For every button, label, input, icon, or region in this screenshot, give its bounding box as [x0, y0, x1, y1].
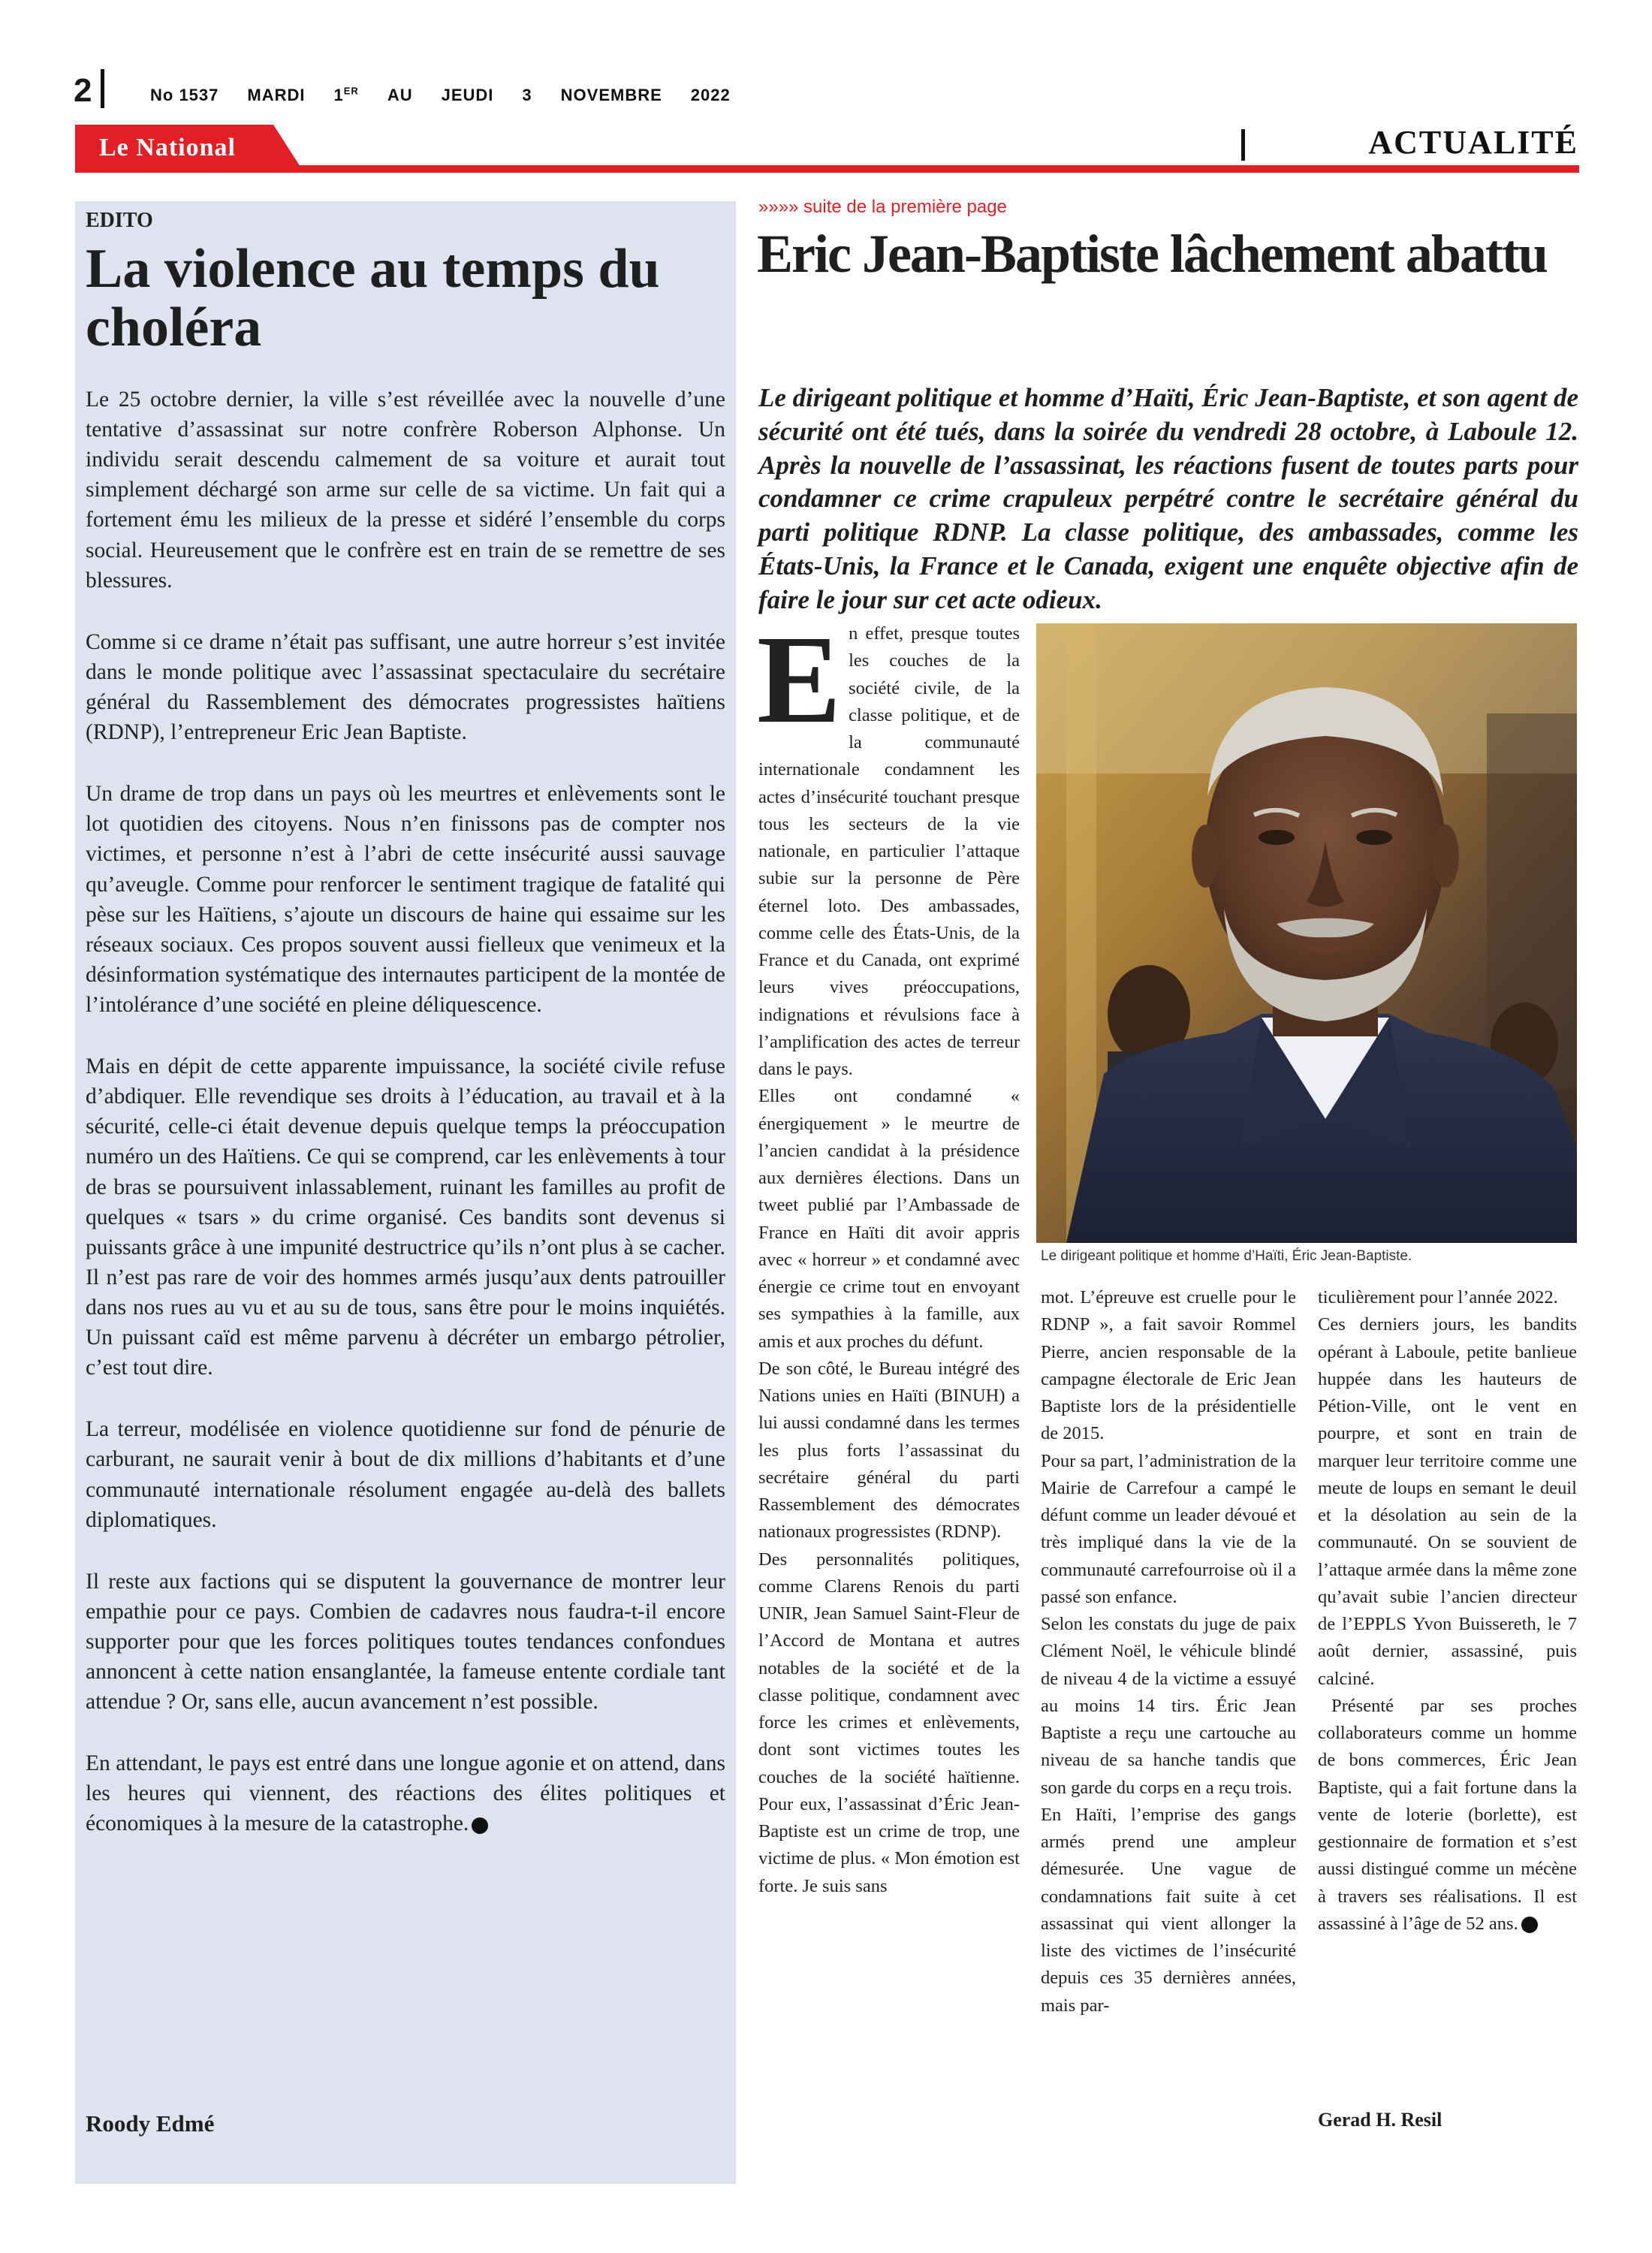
article-column-3 — [1318, 1284, 1577, 1938]
dateline-year: 2022 — [690, 86, 731, 104]
dropcap: E — [757, 610, 842, 749]
dateline-day1: MARDI — [247, 86, 306, 104]
section-divider — [1241, 129, 1245, 161]
editorial-body — [86, 385, 725, 1871]
article-paragraph: ticulièrement pour l’année 2022. — [1318, 1287, 1558, 1307]
editorial-paragraph: Le 25 octobre dernier, la ville s’est réveillée avec la nouvelle d’une tentative d’assassinat sur notre confrère Roberson Alphonse. Un individu serait descendu calmement de sa voiture et aurait tout simplement déchargé son arme sur celle de sa victime. Un fait qui a fortement ému les milieux de la presse et sidéré l’ensemble du corps social. Heureusement que le confrère est en train de se remettre de ses blessures. — [86, 388, 725, 593]
dateline-date2: 3 — [522, 86, 532, 104]
dateline-day2: JEUDI — [441, 86, 494, 104]
editorial-paragraph-last: En attendant, le pays est entré dans une longue agonie et on attend, dans les heures qui viennent, des réactions des élites politiques et économiques à la mesure de la catastrophe. — [86, 1751, 725, 1836]
editorial-title: La violence au temps du choléra — [86, 238, 660, 358]
article-headline: Eric Jean-Baptiste lâchement abattu — [757, 224, 1547, 284]
dateline-date1: 1ER — [333, 85, 359, 104]
article-photo — [1036, 623, 1577, 1243]
header-red-rule — [75, 165, 1579, 173]
editorial-paragraph: Un drame de trop dans un pays où les meurtres et enlèvements sont le lot quotidien des citoyens. Nous n’en finissons pas de compter nos victimes, et personne n’est à l’abri de cette insécurité aussi sauvage qu’aveugle. Comme pour renforcer le sentiment tragique de fatalité qui pèse sur les Haïtiens, s’ajoute un discours de haine qui essaime sur les réseaux sociaux. Ces propos souvent aussi fielleux que venimeux et la désinformation systématique des internautes participent de la montée de l’intolérance d’une société en pleine déliquescence. — [86, 782, 725, 1017]
article-column-1 — [757, 610, 1020, 1900]
article-paragraph: En effet, presque toutes les couches de la société civile, de la classe politique, et de la communauté internationale condamnent les actes d’insécurité touchant presque tous les secteurs de la vie nationale, en particulier l’attaque subie sur la personne de Père éternel loto. Des ambassades, comme celle des États-Unis, de la France et du Canada, ont exprimé leurs vives préoccupations, indignations et révulsions face à l’amplification des actes de terreur dans le pays. — [757, 610, 1020, 1079]
article-paragraph: De son côté, le Bureau intégré des Nations unies en Haïti (BINUH) a lui aussi condamné dans les termes les plus forts l’assassinat du secrétaire général du parti Rassemblement des démocrates nationaux progressistes (RDNP). — [758, 1358, 1020, 1543]
continued-kicker: »»»» suite de la première page — [758, 197, 1007, 217]
article-paragraph: Pour sa part, l’administration de la Mairie de Carrefour a campé le défunt comme un leader dévoué et très impliqué dans la vie de la communauté carrefourroise où il a passé son enfance. — [1041, 1450, 1296, 1607]
editorial-paragraph: La terreur, modélisée en violence quotidienne sur fond de pénurie de carburant, ne saurait venir à bout de dix millions d’habitants et d’une communauté internationale résolument engagée au-delà des ballets diplomatiques. — [86, 1417, 725, 1532]
editorial-paragraph: Il reste aux factions qui se disputent la gouvernance de montrer leur empathie pour ce pays. Combien de cadavres nous faudra-t-il encore supporter pour que les forces politiques toutes tendances confondues annoncent à cette nation ensanglantée, la fameuse entente cordiale tant attendue ? Or, sans elle, aucun avancement n’est possible. — [86, 1569, 725, 1715]
article-paragraph: mot. L’épreuve est cruelle pour le RDNP », a fait savoir Rommel Pierre, ancien responsable de la campagne électorale de Eric Jean Baptiste lors de la présidentielle de 2015. — [1041, 1287, 1296, 1444]
editorial-paragraph: Comme si ce drame n’était pas suffisant, une autre horreur s’est invitée dans le monde politique avec l’assassinat spectaculaire du secrétaire général du Rassemblement des démocrates progressistes haïtiens (RDNP), l’entrepreneur Eric Jean Baptiste. — [86, 629, 725, 745]
dateline-month: NOVEMBRE — [560, 86, 662, 104]
end-mark-icon — [472, 1817, 488, 1834]
article-paragraph: Ces derniers jours, les bandits opérant à Laboule, petite banlieue huppée dans les hauteurs de Pétion-Ville, ont le vent en pourpre, et sont en train de marquer leur territoire comme une meute de loups en semant le deuil et la désolation au sein de la communauté. On se souvient de l’attaque armée dans la même zone qu’avait subie l’ancien directeur de l’EPPLS Yvon Buissereth, le 7 août dernier, assassiné, puis calciné. — [1318, 1314, 1577, 1689]
brand-logo-text: Le National — [99, 134, 236, 161]
article-lead: Le dirigeant politique et homme d’Haïti, Éric Jean-Baptiste, et son agent de sécurité ont été tués, dans la soirée du vendredi 28 octobre, à Laboule 12. Après la nouvelle de l’assassinat, les réactions fusent de toutes parts pour condamner ce crime crapuleux perpétré contre le secrétaire général du parti politique RDNP. La classe politique, des ambassades, comme les États-Unis, la France et le Canada, exigent une enquête objective afin de faire le jour sur cet acte odieux. — [758, 383, 1578, 614]
article-paragraph: En Haïti, l’emprise des gangs armés prend une ampleur démesurée. Une vague de condamnations fait suite à cet assassinat qui vient allonger la liste des victimes de l’insécurité depuis ces 35 dernières années, mais par- — [1041, 1804, 1296, 2016]
issue-dateline — [150, 86, 731, 105]
portrait-photo-illustration — [1036, 623, 1577, 1243]
dateline-au: AU — [387, 86, 413, 104]
photo-caption: Le dirigeant politique et homme d’Haïti, Éric Jean-Baptiste. — [1041, 1248, 1412, 1264]
issue-number: No 1537 — [150, 86, 219, 104]
article-paragraph: Selon les constats du juge de paix Clément Noël, le véhicule blindé de niveau 4 de la victime a essuyé au moins 14 tirs. Éric Jean Baptiste a reçu une cartouche au niveau de sa hanche tandis que son garde du corps en a reçu trois. — [1041, 1614, 1296, 1798]
article-paragraph: Elles ont condamné « énergiquement » le meurtre de l’ancien candidat à la présidence aux dernières élections. Dans un tweet publié par l’Ambassade de France en Haïti dit avoir appris avec « horreur » et condamné avec énergie ce crime tout en envoyant ses sympathies à la famille, aux amis et aux proches du défunt. — [758, 1086, 1020, 1352]
header-divider — [101, 69, 104, 108]
article-column-2 — [1041, 1284, 1296, 2019]
page-number: 2 — [74, 72, 92, 109]
editorial-paragraph: Mais en dépit de cette apparente impuissance, la société civile refuse d’abdiquer. Elle revendique ses droits à l’éducation, au travail et à la sécurité, celle-ci était devenue depuis quelque temps la préoccupation numéro un des Haïtiens. Ce qui se comprend, car les enlèvements à tour de bras se poursuivent inlassablement, ruinant les familles au profit de quelques « tsars » du crime organisé. Ces bandits sont devenus si puissants grâce à une impunité destructrice qu’ils n’ont plus à se cacher. Il n’est pas rare de voir des hommes armés jusqu’aux dents patrouiller dans nos rues au vu et au su de tous, sans être pour le moins inquiétés. Un puissant caïd est même parvenu à décréter un embargo pétrolier, c’est tout dire. — [86, 1054, 725, 1380]
article-paragraph: Des personnalités politiques, comme Clarens Renois du parti UNIR, Jean Samuel Saint-Fleur de l’Accord de Montana et autres notables de la société et de la classe politique, condamnent avec force les crimes et enlèvements, dont sont victimes toutes les couches de la société haïtienne. Pour eux, l’assassinat d’Éric Jean-Baptiste est un crime de trop, une victime de plus. « Mon émotion est forte. Je suis sans — [758, 1549, 1020, 1896]
editorial-author: Roody Edmé — [86, 2110, 215, 2137]
section-title: ACTUALITÉ — [1368, 124, 1578, 161]
article-paragraph-last: Présenté par ses proches collaborateurs comme un homme de bons commerces, Éric Jean Baptiste, qui a fait fortune dans la vente de loterie (borlette), est gestionnaire de formation et s’est aussi distingué comme un mécène à travers ses réalisations. Il est assassiné à l’âge de 52 ans. — [1318, 1695, 1577, 1934]
editorial-label: EDITO — [86, 209, 153, 232]
end-mark-icon — [1521, 1917, 1538, 1933]
article-author: Gerad H. Resil — [1318, 2109, 1442, 2131]
